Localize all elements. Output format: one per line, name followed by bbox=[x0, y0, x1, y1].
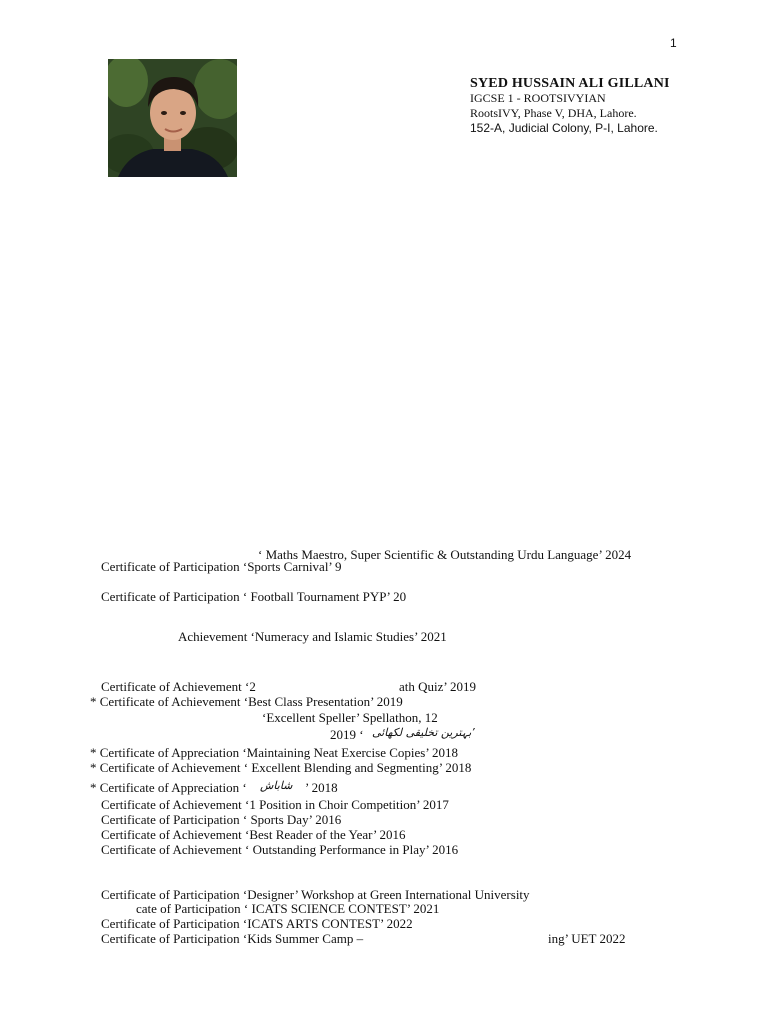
urdu-award-text: شاباش bbox=[260, 779, 293, 792]
award-line: Certificate of Participation ‘ICATS ARTS CONTEST’ 2022 bbox=[101, 916, 413, 931]
portrait-image bbox=[108, 59, 237, 177]
award-line: ‘Excellent Speller’ Spellathon, 12 bbox=[262, 710, 438, 725]
award-line: Certificate of Participation ‘ Sports Day’ 2016 bbox=[101, 812, 342, 827]
award-line-year: ’ 2018 bbox=[305, 780, 338, 795]
school-address: RootsIVY, Phase V, DHA, Lahore. bbox=[470, 106, 637, 120]
award-line-year: 2019 ‘ bbox=[330, 727, 364, 742]
award-line: cate of Participation ‘ ICATS SCIENCE CONTEST’ 2021 bbox=[136, 901, 440, 916]
award-line: Certificate of Achievement ‘ Outstanding Performance in Play’ 2016 bbox=[101, 842, 459, 857]
award-line-fragment: ath Quiz’ 2019 bbox=[399, 679, 477, 694]
student-grade: IGCSE 1 - ROOTSIVYIAN bbox=[470, 91, 606, 105]
profile-header bbox=[470, 76, 670, 136]
home-address: 152-A, Judicial Colony, P-I, Lahore. bbox=[470, 121, 658, 135]
award-line: Certificate of Achievement ‘2 bbox=[101, 679, 256, 694]
award-line: * Certificate of Achievement ‘Best Class Presentation’ 2019 bbox=[90, 694, 403, 709]
award-line: * Certificate of Appreciation ‘ bbox=[90, 780, 247, 795]
award-line: Achievement ‘Numeracy and Islamic Studies’ 2021 bbox=[178, 629, 447, 644]
award-line: Certificate of Achievement ‘Best Reader of the Year’ 2016 bbox=[101, 827, 406, 842]
award-line: * Certificate of Achievement ‘ Excellent Blending and Segmenting’ 2018 bbox=[90, 760, 472, 775]
urdu-award-text: بہترین تخلیقی لکھائی’ bbox=[372, 726, 475, 739]
award-line-fragment: ing’ UET 2022 bbox=[548, 931, 626, 946]
award-line: ‘ Maths Maestro, Super Scientific & Outstanding Urdu Language’ 2024 bbox=[258, 547, 632, 562]
award-line: Certificate of Participation ‘Designer’ Workshop at Green International University bbox=[101, 887, 530, 902]
profile-photo bbox=[108, 59, 237, 177]
page-number: 1 bbox=[670, 36, 677, 50]
award-line: * Certificate of Appreciation ‘Maintaining Neat Exercise Copies’ 2018 bbox=[90, 745, 458, 760]
award-line: Certificate of Achievement ‘1 Position in Choir Competition’ 2017 bbox=[101, 797, 449, 812]
award-line: Certificate of Participation ‘ Football Tournament PYP’ 20 bbox=[101, 589, 407, 604]
award-line: Certificate of Participation ‘Kids Summer Camp – bbox=[101, 931, 364, 946]
award-line: Certificate of Participation ‘Sports Carnival’ 9 bbox=[101, 559, 342, 574]
student-name: SYED HUSSAIN ALI GILLANI bbox=[470, 76, 670, 91]
